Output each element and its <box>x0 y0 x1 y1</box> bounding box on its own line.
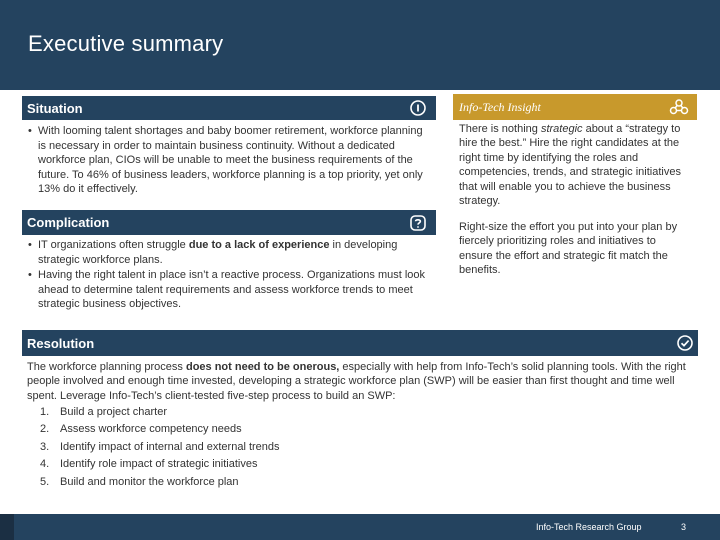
complication-bullets <box>24 238 429 312</box>
complication-bullet: • IT organizations often struggle due to a lack of experience in developing strategic workforce plans. <box>24 238 429 267</box>
complication-bullet: • Having the right talent in place isn’t a reactive process. Organizations must look ahead to determine talent requirements and assess workforce trends to meet strategic business objectives. <box>24 268 429 312</box>
insight-header <box>453 94 697 120</box>
complication-emphasis: due to a lack of experience <box>188 239 330 251</box>
step-item: 1. Build a project charter <box>40 406 167 418</box>
situation-bullets <box>24 124 429 197</box>
situation-bullet: • With looming talent shortages and baby boomer retirement, workforce planning is necessary in order to maintain business continuity. Without a dedicated workforce plan, CIOs will be unable to meet the business requirements of the future. To 46% of business leaders, workforce planning is a top priority, yet only 13% do it effectively. <box>24 124 429 197</box>
situation-label: Situation <box>27 101 83 116</box>
check-circle-icon <box>676 334 694 352</box>
situation-header <box>22 96 436 120</box>
question-square-icon <box>409 214 427 232</box>
complication-header <box>22 210 436 235</box>
complication-label: Complication <box>27 215 110 230</box>
footer-organization: Info-Tech Research Group <box>536 522 642 532</box>
resolution-label: Resolution <box>27 336 95 351</box>
page-title: Executive summary <box>28 31 224 56</box>
page-number: 3 <box>681 522 687 532</box>
insight-label: Info-Tech Insight <box>459 100 541 114</box>
step-item: 2. Assess workforce competency needs <box>40 423 242 436</box>
info-circle-icon <box>409 99 427 117</box>
resolution-header <box>22 330 698 356</box>
step-item: 5. Build and monitor the workforce plan <box>40 475 239 488</box>
resolution-paragraph: The workforce planning process does not need to be onerous, especially with help from Info-Tech’s solid planning tools. With the right people involved and enough time invested, developing a strategic workforce plan (SWP) will be easier than first thought and time well spent. Leverage Info-Tech’s client-tested five-step process to build an SWP: <box>27 361 686 402</box>
step-item: 3. Identify impact of internal and external trends <box>40 440 280 453</box>
slide-footer <box>0 514 720 540</box>
resolution-emphasis: does not need to be onerous, <box>185 361 340 373</box>
insight-paragraph: There is nothing strategic about a “strategy to hire the best.” Hire the right candidates at the right time by identifying the roles and competencies, trends, and strategic initiatives that will enable you to achieve the business strategy. <box>459 123 681 208</box>
slide-header <box>0 0 720 90</box>
footer-accent <box>0 514 14 540</box>
steps-list <box>40 404 280 491</box>
network-nodes-icon <box>669 98 689 116</box>
insight-paragraph: Right-size the effort you put into your plan by fiercely prioritizing roles and initiatives to ensure the effort and strategic fit match the benefits. <box>459 221 678 277</box>
step-item: 4. Identify role impact of strategic initiatives <box>40 458 258 471</box>
